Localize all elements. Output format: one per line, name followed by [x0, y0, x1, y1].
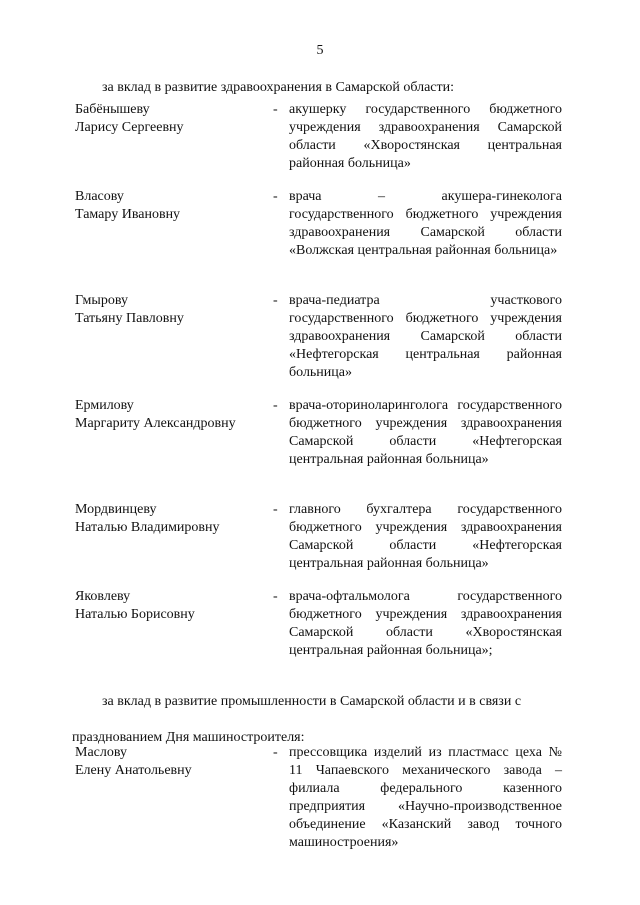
- position-description: врача – акушера-гинеколога государственного бюджетного учреждения здравоохранения Самарской области «Волжская центральная районная больница»: [289, 189, 562, 258]
- dash: -: [273, 589, 278, 604]
- surname: Гмырову: [75, 293, 128, 308]
- surname: Маслову: [75, 745, 127, 760]
- dash: -: [273, 293, 278, 308]
- position-description: врача-педиатра участкового государственного бюджетного учреждения здравоохранения Самарской области «Нефтегорская центральная районная больница»: [289, 293, 562, 380]
- position-description: акушерку государственного бюджетного учреждения здравоохранения Самарской области «Хворостянская центральная районная больница»: [289, 102, 562, 171]
- page-number: 5: [316, 43, 324, 58]
- given-names: Елену Анатольевну: [75, 763, 192, 778]
- given-names: Наталью Борисовну: [75, 607, 195, 622]
- given-names: Наталью Владимировну: [75, 520, 220, 535]
- surname: Ермилову: [75, 398, 134, 413]
- surname: Власову: [75, 189, 124, 204]
- given-names: Ларису Сергеевну: [75, 120, 184, 135]
- dash: -: [273, 502, 278, 517]
- dash: -: [273, 189, 278, 204]
- surname: Яковлеву: [75, 589, 131, 604]
- position-description: врача-оториноларинголога государственного бюджетного учреждения здравоохранения Самарской области «Нефтегорская центральная районная больница»: [289, 398, 562, 467]
- dash: -: [273, 102, 278, 117]
- surname: Бабёнышеву: [75, 102, 150, 117]
- dash: -: [273, 398, 278, 413]
- person-name: [75, 292, 265, 328]
- section-heading-industry: за вклад в развитие промышленности в Самарской области и в связи с празднованием Дня машиностроителя:: [72, 694, 522, 745]
- dash: -: [273, 745, 278, 760]
- section-heading-healthcare: за вклад в развитие здравоохранения в Самарской области:: [102, 80, 455, 95]
- person-name: [75, 188, 265, 224]
- given-names: Тамару Ивановну: [75, 207, 181, 222]
- surname: Мордвинцеву: [75, 502, 157, 517]
- person-name: [75, 501, 265, 537]
- position-description: врача-офтальмолога государственного бюджетного учреждения здравоохранения Самарской области «Хворостянская центральная районная больница»;: [289, 589, 562, 658]
- person-name: [75, 397, 265, 433]
- position-description: главного бухгалтера государственного бюджетного учреждения здравоохранения Самарской области «Нефтегорская центральная районная больница»: [289, 502, 562, 571]
- given-names: Татьяну Павловну: [75, 311, 184, 326]
- position-description: прессовщика изделий из пластмасс цеха № 11 Чапаевского механического завода – филиала федерального казенного предприятия «Научно-производственное объединение «Казанский завод точного машиностроения»: [289, 745, 562, 850]
- person-name: [75, 588, 265, 624]
- person-name: [75, 101, 265, 137]
- given-names: Маргариту Александровну: [75, 416, 236, 431]
- person-name: [75, 744, 265, 780]
